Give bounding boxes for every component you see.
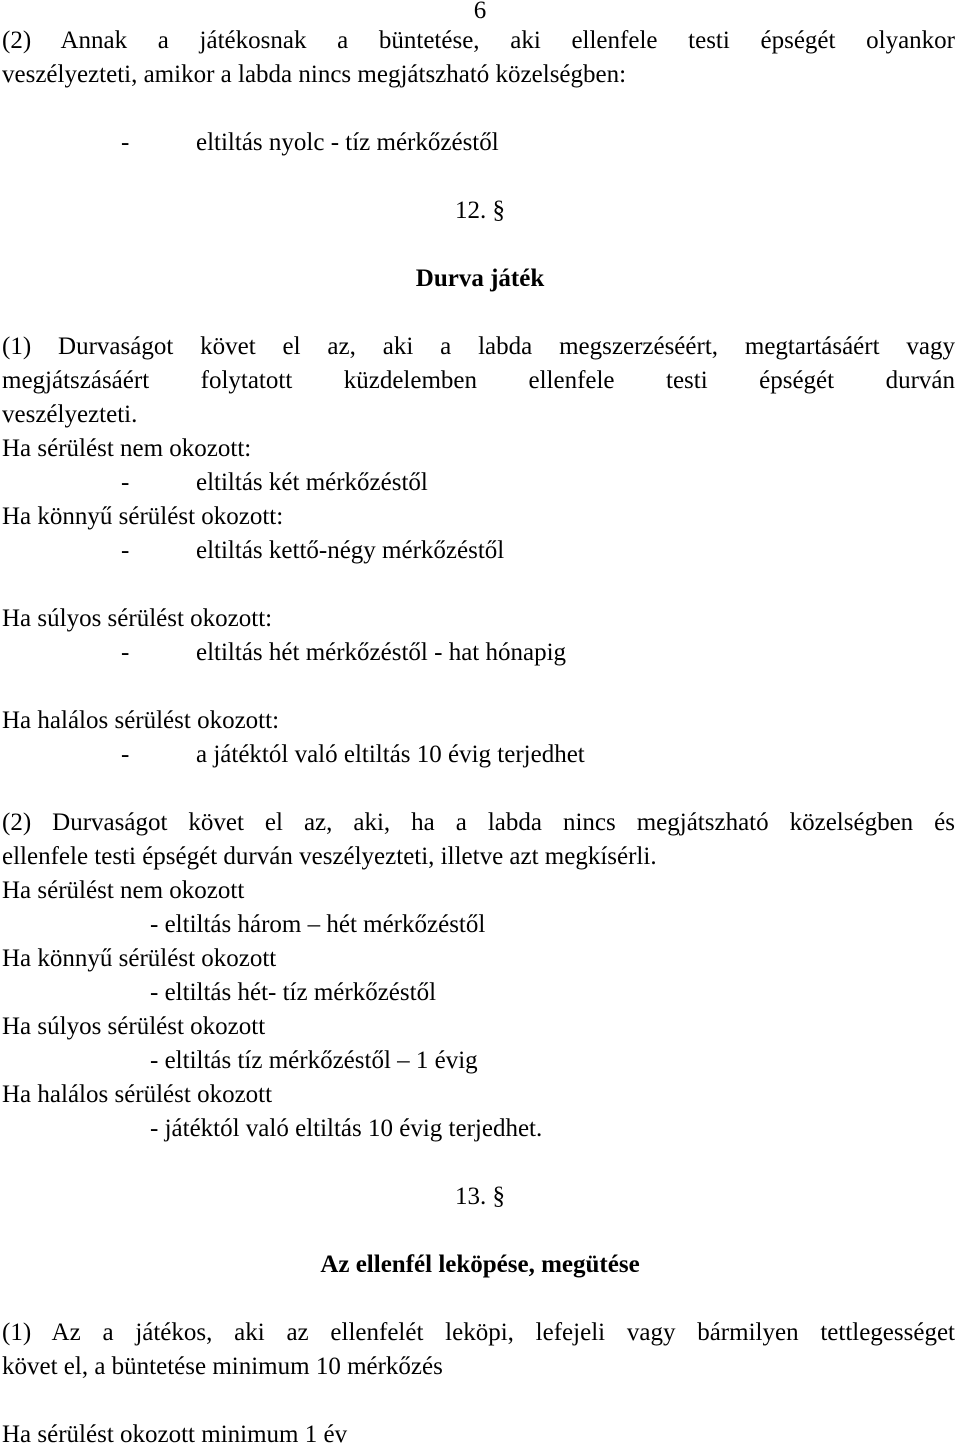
case-condition: Ha halálos sérülést okozott: — [2, 707, 280, 734]
case-condition: Ha sérülést nem okozott — [2, 877, 245, 904]
case-condition: Ha halálos sérülést okozott — [2, 1081, 273, 1108]
paragraph-line: veszélyezteti. — [2, 401, 138, 428]
case-penalty: - eltiltás tíz mérkőzéstől – 1 évig — [150, 1047, 478, 1074]
case-penalty: eltiltás két mérkőzéstől — [196, 469, 428, 496]
list-dash: - — [121, 741, 130, 768]
paragraph-line: (2) Annak a játékosnak a büntetése, aki ellenfele testi épségét olyankor — [2, 27, 955, 54]
paragraph-line: megjátszásáért folytatott küzdelemben ellenfele testi épségét durván — [2, 367, 955, 394]
paragraph-line: veszélyezteti, amikor a labda nincs megjátszható közelségben: — [2, 61, 627, 88]
case-penalty: eltiltás kettő-négy mérkőzéstől — [196, 537, 505, 564]
paragraph-line: (1) Durvaságot követ el az, aki a labda megszerzéséért, megtartásáért vagy — [2, 333, 955, 360]
list-dash: - — [121, 469, 130, 496]
section-title: Durva játék — [415, 265, 545, 292]
section-number: 13. § — [455, 1183, 505, 1210]
list-dash: - — [121, 537, 130, 564]
paragraph-line: Ha sérülést okozott minimum 1 év — [2, 1421, 348, 1448]
case-penalty: a játéktól való eltiltás 10 évig terjedhet — [196, 741, 585, 768]
paragraph-line: ellenfele testi épségét durván veszélyezteti, illetve azt megkísérli. — [2, 843, 657, 870]
case-penalty: - eltiltás három – hét mérkőzéstől — [150, 911, 486, 938]
section-title: Az ellenfél leköpése, megütése — [320, 1251, 640, 1278]
case-condition: Ha súlyos sérülést okozott — [2, 1013, 266, 1040]
case-penalty: - eltiltás hét- tíz mérkőzéstől — [150, 979, 437, 1006]
case-penalty: eltiltás hét mérkőzéstől - hat hónapig — [196, 639, 567, 666]
paragraph-line: (1) Az a játékos, aki az ellenfelét leköpi, lefejeli vagy bármilyen tettlegességet — [2, 1319, 955, 1346]
case-condition: Ha könnyű sérülést okozott — [2, 945, 277, 972]
paragraph-line: (2) Durvaságot követ el az, aki, ha a labda nincs megjátszható közelségben és — [2, 809, 955, 836]
list-item: eltiltás nyolc - tíz mérkőzéstől — [196, 129, 499, 156]
list-dash: - — [121, 639, 130, 666]
list-dash: - — [121, 129, 130, 156]
case-penalty: - játéktól való eltiltás 10 évig terjedhet. — [150, 1115, 543, 1142]
section-number: 12. § — [455, 197, 505, 224]
paragraph-line: követ el, a büntetése minimum 10 mérkőzés — [2, 1353, 443, 1380]
case-condition: Ha könnyű sérülést okozott: — [2, 503, 284, 530]
case-condition: Ha súlyos sérülést okozott: — [2, 605, 273, 632]
page-number: 6 — [473, 0, 487, 24]
case-condition: Ha sérülést nem okozott: — [2, 435, 252, 462]
